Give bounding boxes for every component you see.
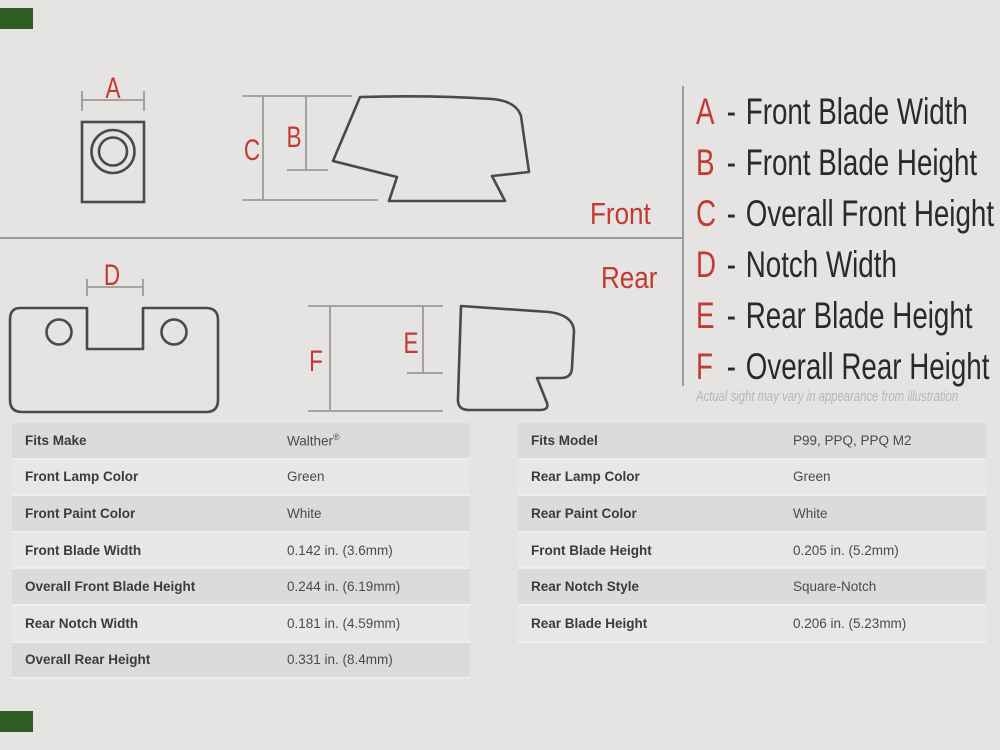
spec-row (518, 423, 986, 460)
spec-value: 0.331 in. (8.4mm) (287, 652, 393, 668)
front-sight-body-outline (82, 122, 144, 202)
legend-letter: D (696, 244, 717, 285)
legend-row-c (696, 188, 995, 239)
rear-sight-body-outline (10, 308, 218, 412)
spec-label: Overall Rear Height (25, 652, 151, 668)
spec-value: White (793, 505, 828, 521)
spec-row (518, 496, 986, 533)
spec-label: Front Blade Height (531, 542, 652, 558)
front-sight-side-outline (333, 96, 529, 201)
spec-value: Green (287, 469, 325, 485)
legend-row-b (696, 137, 978, 188)
legend-separator: - (726, 142, 736, 183)
spec-label: Rear Blade Height (531, 615, 648, 631)
spec-row (518, 460, 986, 497)
spec-label: Rear Notch Width (25, 615, 139, 631)
dim-letter-a: A (105, 72, 121, 105)
rear-lamp-left-circle (47, 320, 72, 345)
dim-letter-e: E (403, 327, 419, 360)
dim-letter-b: B (286, 121, 302, 154)
legend-letter: F (696, 346, 713, 387)
legend-row-a (696, 86, 968, 137)
spec-row (518, 569, 986, 606)
legend-label: Rear Blade Height (745, 295, 973, 336)
legend-row-f (696, 341, 990, 392)
spec-value: 0.181 in. (4.59mm) (287, 615, 401, 631)
rear-sight-front-view (10, 308, 218, 412)
front-lamp-outer-circle (92, 130, 135, 173)
spec-label: Front Lamp Color (25, 469, 139, 485)
disclaimer-note: Actual sight may vary in appearance from illustration (696, 389, 959, 405)
spec-label: Front Paint Color (25, 505, 136, 521)
spec-value: Square-Notch (793, 579, 877, 595)
legend-label: Notch Width (745, 244, 897, 285)
spec-value: P99, PPQ, PPQ M2 (793, 432, 912, 448)
spec-label: Overall Front Blade Height (25, 579, 196, 595)
spec-row (12, 460, 470, 497)
legend-separator: - (726, 346, 736, 387)
spec-value: 0.142 in. (3.6mm) (287, 542, 393, 558)
spec-label: Front Blade Width (25, 542, 142, 558)
rear-sight-side-outline (458, 306, 574, 410)
legend-letter: B (696, 142, 715, 183)
rear-lamp-right-circle (162, 320, 187, 345)
legend-letter: C (696, 193, 717, 234)
legend-divider (682, 86, 684, 386)
spec-label: Rear Paint Color (531, 505, 637, 521)
legend-label: Front Blade Width (745, 91, 968, 132)
green-tab-top (0, 8, 33, 29)
front-sight-front-view (82, 122, 144, 202)
spec-label: Rear Notch Style (531, 579, 640, 595)
spec-row (12, 569, 470, 606)
spec-label: Rear Lamp Color (531, 469, 640, 485)
spec-row (518, 606, 986, 643)
legend-label: Overall Rear Height (745, 346, 990, 387)
legend-separator: - (726, 295, 736, 336)
legend-separator: - (726, 193, 736, 234)
rear-section-label: Rear (601, 260, 658, 295)
dim-letter-c: C (243, 134, 261, 167)
registered-mark: ® (333, 432, 340, 443)
spec-row (12, 496, 470, 533)
spec-table-left (12, 423, 470, 679)
spec-label: Fits Model (531, 432, 598, 448)
spec-value-text: Walther (287, 433, 334, 449)
spec-label: Fits Make (25, 432, 87, 448)
spec-row (518, 533, 986, 570)
dim-letter-d: D (103, 259, 121, 292)
legend-row-e (696, 290, 973, 341)
legend-separator: - (726, 91, 736, 132)
spec-value: Green (793, 469, 831, 485)
spec-row (12, 643, 470, 680)
legend-separator: - (726, 244, 736, 285)
dim-letter-f: F (309, 345, 323, 378)
front-rear-section-divider (0, 237, 683, 239)
spec-table-right (518, 423, 986, 643)
legend-letter: A (696, 91, 715, 132)
green-tab-bottom (0, 711, 33, 732)
legend-label: Front Blade Height (745, 142, 978, 183)
spec-row (12, 533, 470, 570)
legend-letter: E (696, 295, 715, 336)
spec-row (12, 423, 470, 460)
spec-value: White (287, 505, 322, 521)
spec-value: 0.205 in. (5.2mm) (793, 542, 899, 558)
spec-row (12, 606, 470, 643)
legend-row-d (696, 239, 921, 290)
front-section-label: Front (590, 196, 651, 231)
spec-value: 0.244 in. (6.19mm) (287, 579, 401, 595)
legend-label: Overall Front Height (745, 193, 995, 234)
dimension-legend (696, 86, 996, 392)
spec-value (287, 432, 340, 449)
spec-value: 0.206 in. (5.23mm) (793, 615, 907, 631)
front-lamp-inner-circle (99, 138, 127, 166)
